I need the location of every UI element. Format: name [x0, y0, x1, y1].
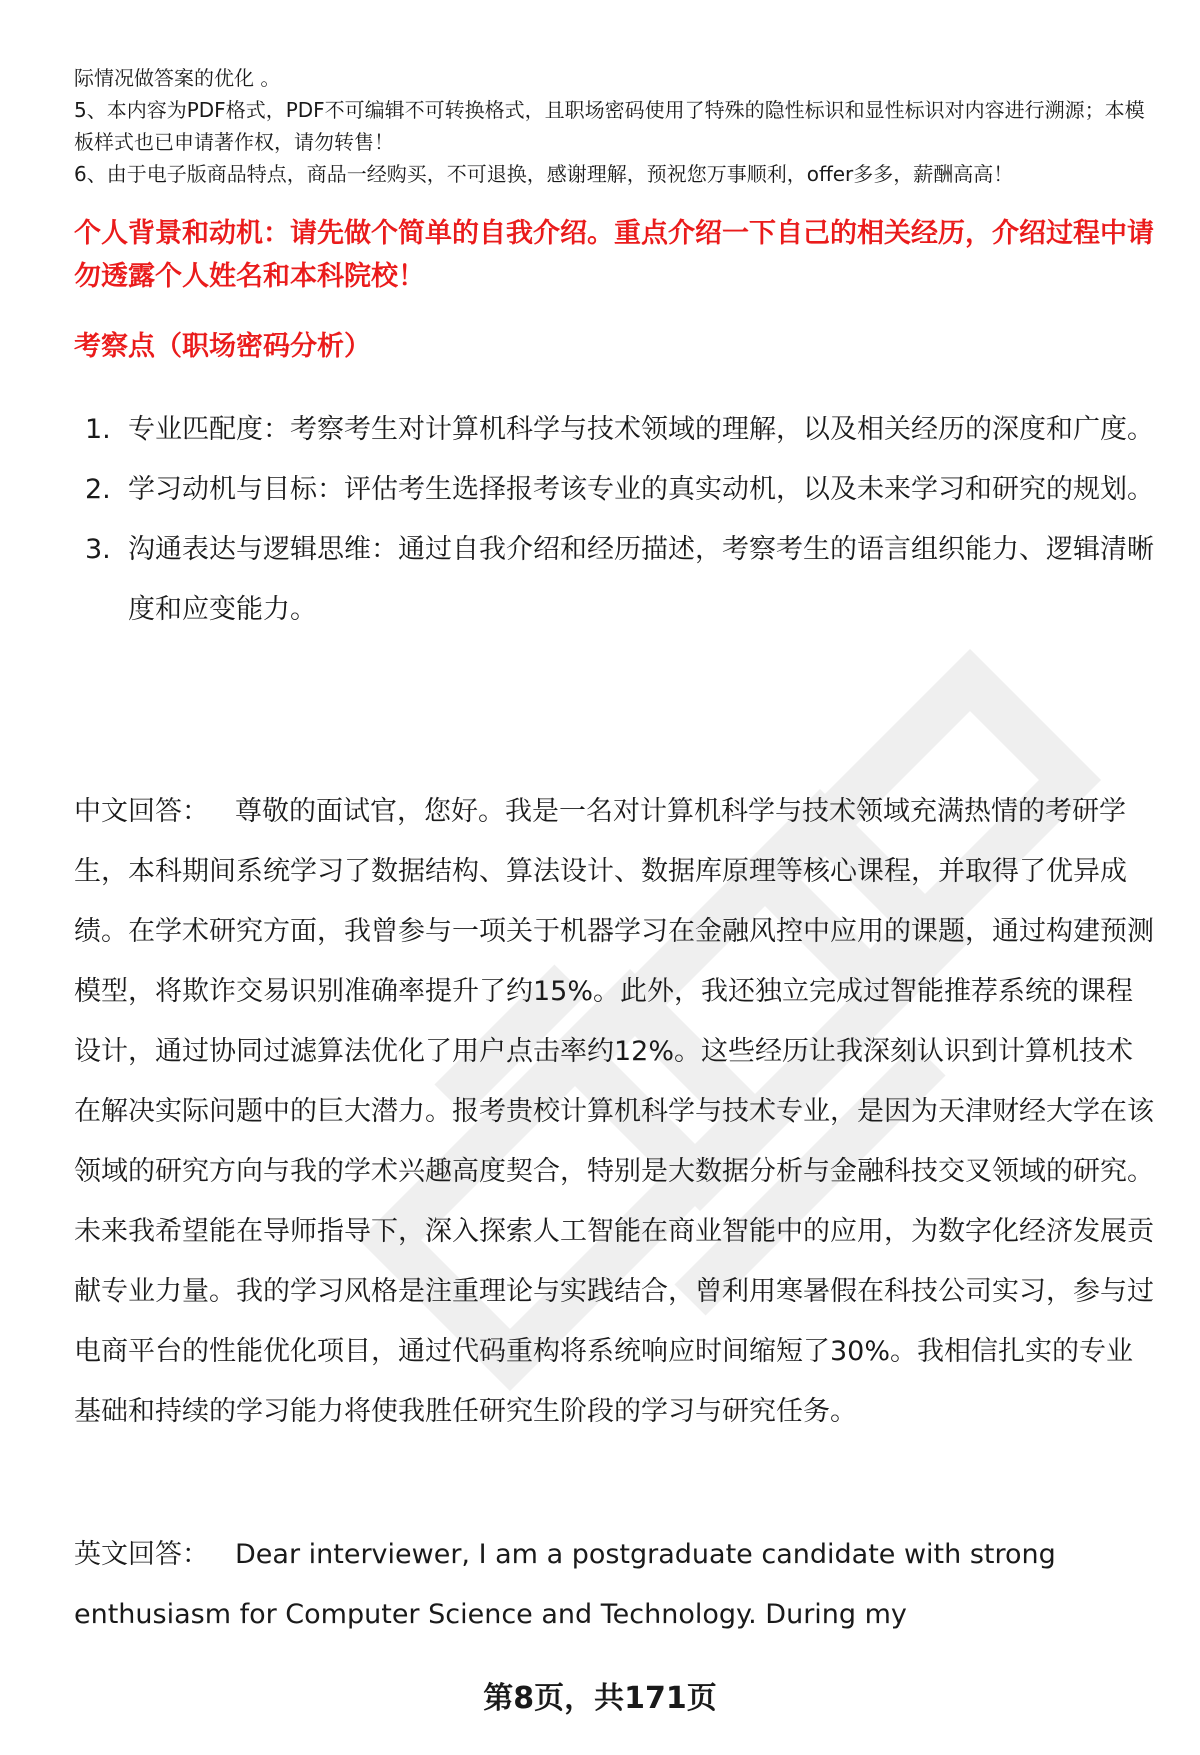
- chinese-answer-label: 中文回答：: [74, 796, 209, 827]
- key-point-number: 2.: [85, 474, 111, 505]
- key-point-item: [74, 520, 1154, 640]
- key-point-text: 专业匹配度：考察考生对计算机科学与技术领域的理解，以及相关经历的深度和广度。: [128, 414, 1154, 445]
- note-line-2: 5、本内容为PDF格式，PDF不可编辑不可转换格式，且职场密码使用了特殊的隐性标识和显性标识对内容进行溯源；本模板样式也已申请著作权，请勿转售！: [74, 98, 1145, 154]
- key-point-item: [74, 460, 1154, 520]
- key-points-list: [74, 400, 1154, 640]
- english-answer-label: 英文回答：: [74, 1539, 209, 1570]
- chinese-answer-text: 尊敬的面试官，您好。我是一名对计算机科学与技术领域充满热情的考研学生，本科期间系统学习了数据结构、算法设计、数据库原理等核心课程，并取得了优异成绩。在学术研究方面，我曾参与一项关于机器学习在金融风控中应用的课题，通过构建预测模型，将欺诈交易识别准确率提升了约15%。此外，我还独立完成过智能推荐系统的课程设计，通过协同过滤算法优化了用户点击率约12%。这些经历让我深刻认识到计算机技术在解决实际问题中的巨大潜力。报考贵校计算机科学与技术专业，是因为天津财经大学在该领域的研究方向与我的学术兴趣高度契合，特别是大数据分析与金融科技交叉领域的研究。未来我希望能在导师指导下，深入探索人工智能在商业智能中的应用，为数字化经济发展贡献专业力量。我的学习风格是注重理论与实践结合，曾利用寒暑假在科技公司实习，参与过电商平台的性能优化项目，通过代码重构将系统响应时间缩短了30%。我相信扎实的专业基础和持续的学习能力将使我胜任研究生阶段的学习与研究任务。: [74, 796, 1154, 1427]
- question-heading: 个人背景和动机：请先做个简单的自我介绍。重点介绍一下自己的相关经历，介绍过程中请勿透露个人姓名和本科院校！: [74, 218, 1154, 292]
- page-number-footer: 第8页，共171页: [483, 1681, 717, 1716]
- english-answer-text: Dear interviewer, I am a postgraduate candidate with strong enthusiasm for Computer Science and Technology. During my: [74, 1539, 1056, 1630]
- notes-block: [74, 62, 1164, 190]
- chinese-answer: [74, 782, 1154, 1442]
- key-point-item: [74, 400, 1154, 460]
- key-point-text: 学习动机与目标：评估考生选择报考该专业的真实动机，以及未来学习和研究的规划。: [128, 474, 1154, 505]
- english-answer: [74, 1525, 1154, 1645]
- note-line-1: 际情况做答案的优化 。: [74, 66, 281, 90]
- key-point-number: 1.: [85, 414, 111, 445]
- note-line-3: 6、由于电子版商品特点，商品一经购买，不可退换，感谢理解，预祝您万事顺利，offer多多，薪酬高高！: [74, 162, 1014, 186]
- key-point-number: 3.: [85, 534, 111, 565]
- key-point-text: 沟通表达与逻辑思维：通过自我介绍和经历描述，考察考生的语言组织能力、逻辑清晰度和应变能力。: [128, 534, 1154, 625]
- key-points-title: 考察点（职场密码分析）: [74, 331, 371, 362]
